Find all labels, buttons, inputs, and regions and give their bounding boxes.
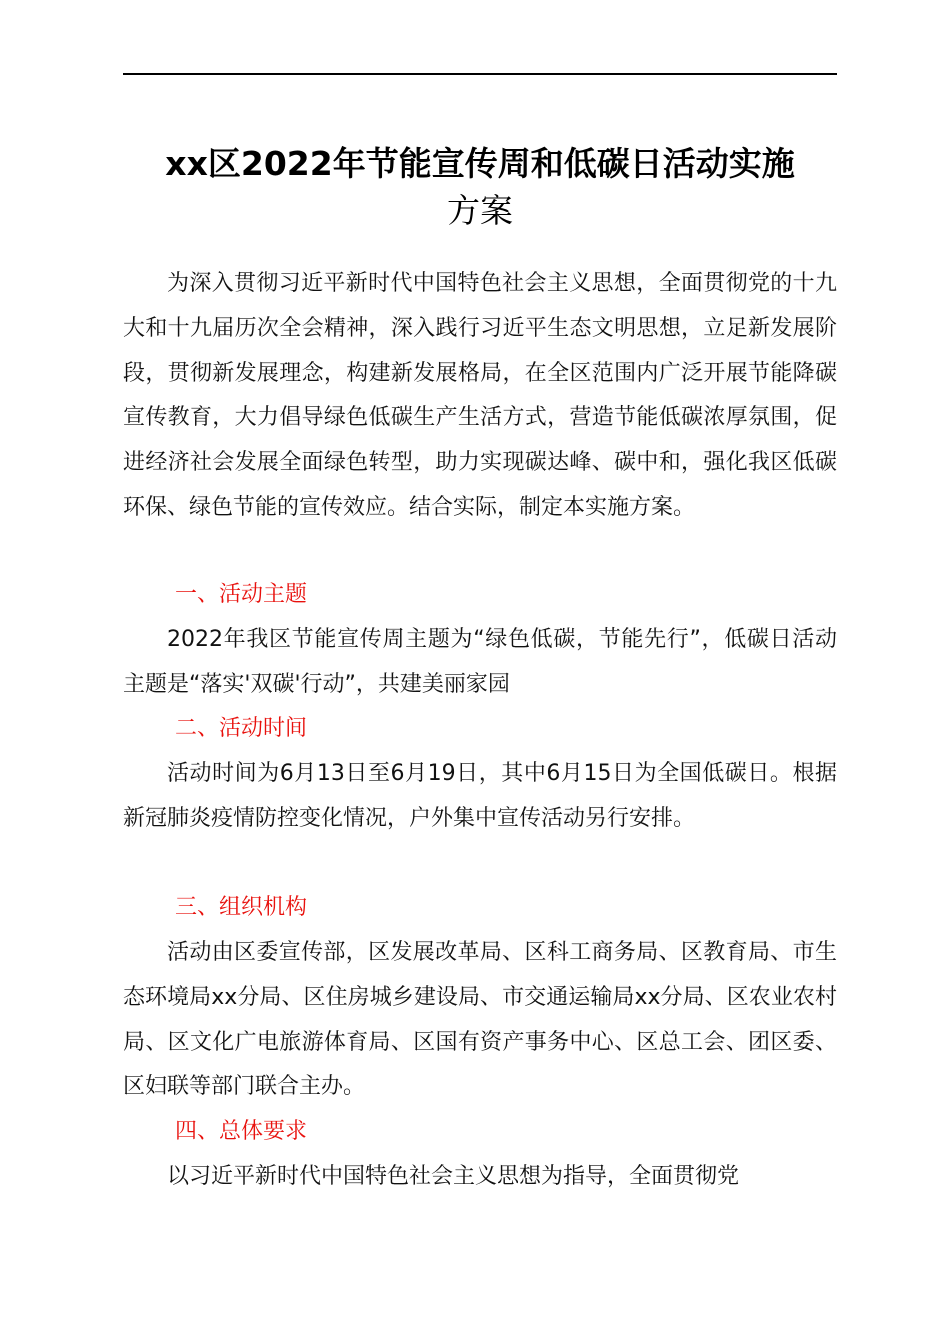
intro-paragraph: 为深入贯彻习近平新时代中国特色社会主义思想，全面贯彻党的十九大和十九届历次全会精神，深入践行习近平生态文明思想，立足新发展阶段，贯彻新发展理念，构建新发展格局，在全区范围内广泛开展节能降碳宣传教育，大力倡导绿色低碳生产生活方式，营造节能低碳浓厚氛围，促进经济社会发展全面绿色转型，助力实现碳达峰、碳中和，强化我区低碳环保、绿色节能的宣传效应。结合实际，制定本实施方案。 bbox=[123, 271, 837, 520]
section-text-organization: 活动由区委宣传部，区发展改革局、区科工商务局、区教育局、市生态环境局xx分局、区住房城乡建设局、市交通运输局xx分局、区农业农村局、区文化广电旅游体育局、区国有资产事务中心、区总工会、团区委、区妇联等部门联合主办。 bbox=[123, 940, 837, 1100]
section-text-requirements: 以习近平新时代中国特色社会主义思想为指导，全面贯彻党 bbox=[167, 1164, 740, 1189]
title-line-1: xx区2022年节能宣传周和低碳日活动实施 bbox=[165, 144, 795, 183]
section-text-theme: 2022年我区节能宣传周主题为“绿色低碳，节能先行”，低碳日活动主题是“落实'双碳'行动”，共建美丽家园 bbox=[123, 627, 837, 697]
section-heading-organization: 三、组织机构 bbox=[175, 895, 308, 920]
document-title bbox=[123, 140, 837, 234]
title-line-2: 方案 bbox=[447, 191, 513, 230]
section-heading-theme: 一、活动主题 bbox=[175, 582, 308, 607]
header-rule bbox=[123, 73, 837, 75]
section-heading-time: 二、活动时间 bbox=[175, 716, 308, 741]
section-heading-requirements: 四、总体要求 bbox=[175, 1119, 308, 1144]
section-text-time: 活动时间为6月13日至6月19日，其中6月15日为全国低碳日。根据新冠肺炎疫情防控变化情况，户外集中宣传活动另行安排。 bbox=[123, 761, 837, 831]
